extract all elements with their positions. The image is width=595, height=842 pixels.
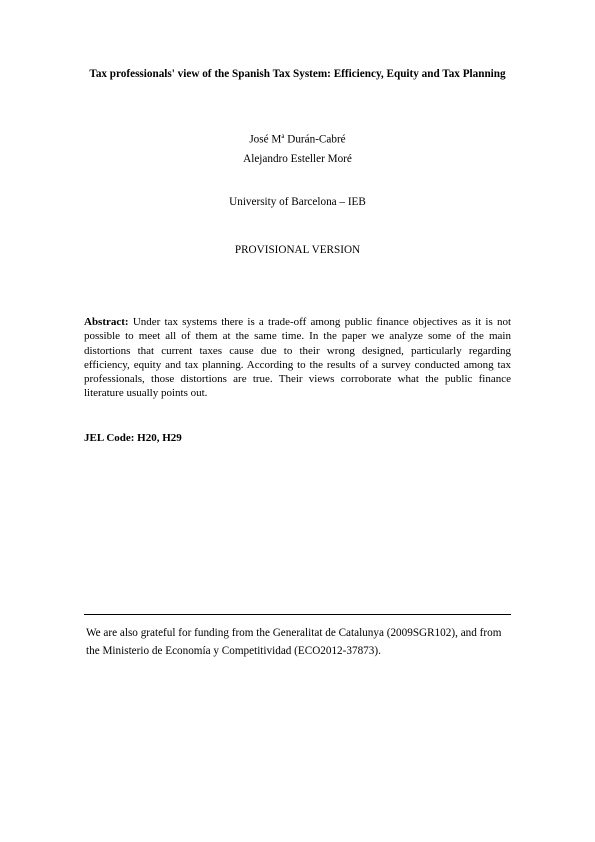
author-2: Alejandro Esteller Moré (243, 153, 352, 165)
paper-title: Tax professionals' view of the Spanish Tax System: Efficiency, Equity and Tax Planning (89, 68, 506, 80)
author-1-surname: Durán-Cabré (284, 133, 346, 146)
author-1 (84, 129, 511, 147)
abstract-text: Under tax systems there is a trade-off among public finance objectives as it is not possible to meet all of them at the same time. In the paper we analyze some of the main distortions that current taxes cause due to their wrong designed, particularly regarding efficiency, equity and tax planning. According to the results of a survey conducted among tax professionals, those distortions are true. Their views corroborate what the public finance literature usually points out. (84, 316, 511, 400)
footnote: We are also grateful for funding from the Generalitat de Catalunya (2009SGR102), and from the Ministerio de Economía y Competitividad (ECO2012-37873). (86, 627, 502, 657)
footnote-divider (84, 614, 511, 615)
jel-codes: JEL Code: H20, H29 (84, 432, 182, 444)
affiliation: University of Barcelona – IEB (229, 196, 366, 208)
author-1-first-name: José M (249, 133, 282, 146)
version-label: PROVISIONAL VERSION (234, 244, 361, 256)
abstract-label: Abstract: (84, 316, 129, 328)
abstract (84, 315, 511, 401)
author-1-superscript: a (281, 132, 285, 140)
